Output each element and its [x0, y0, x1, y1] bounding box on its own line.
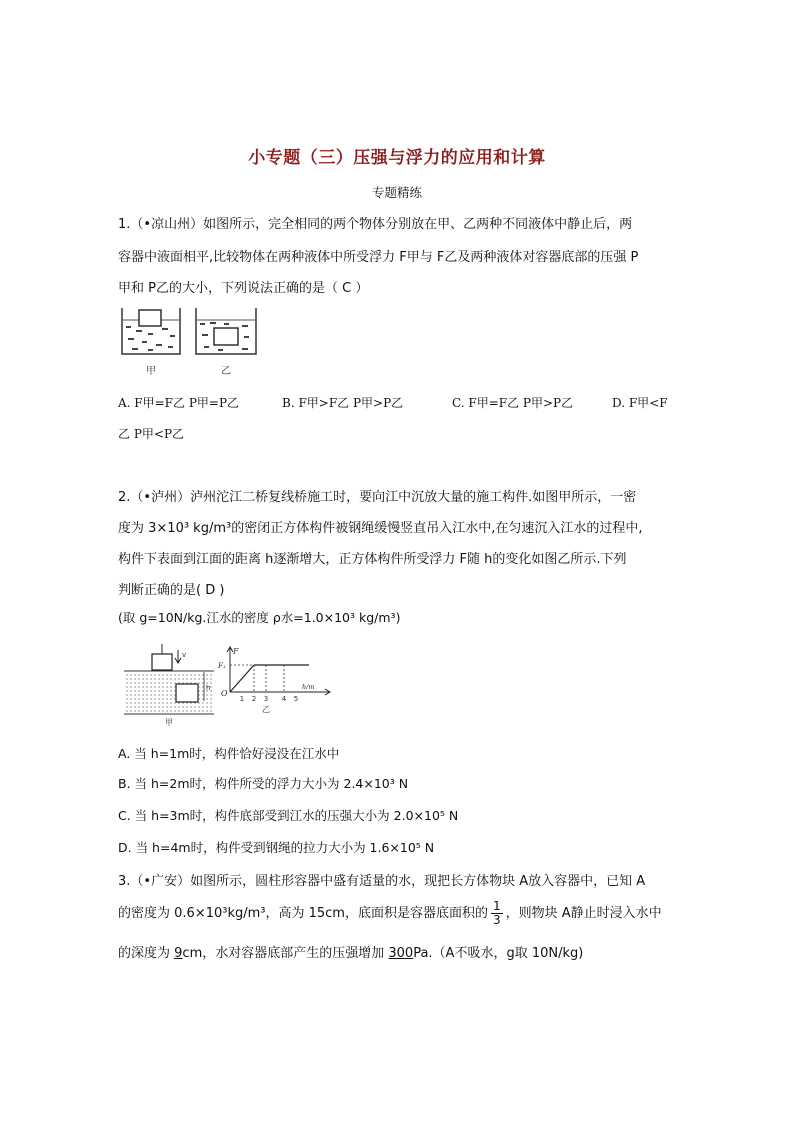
- q2-axis-y-label: F: [233, 647, 239, 656]
- svg-text:v: v: [182, 651, 187, 659]
- q1-fig-label-yi: 乙: [221, 366, 231, 377]
- q2-origin-label: O: [221, 689, 228, 698]
- q2-tick-3: 3: [263, 695, 269, 703]
- q3-line-3-end: Pa.（A不吸水，g取 10N/kg): [413, 946, 584, 961]
- q2-option-a: A. 当 h=1m时，构件恰好浸没在江水中: [118, 746, 340, 761]
- q2-fig-yi-graph: [217, 647, 330, 714]
- q2-option-c: C. 当 h=3m时，构件底部受到江水的压强大小为 2.0×10⁵ N: [118, 808, 459, 823]
- q1-fig-label-jia: 甲: [146, 366, 156, 377]
- q1-option-d-cont: 乙 P甲<P乙: [118, 427, 185, 441]
- container-yi: [196, 308, 256, 354]
- q2-line-5: (取 g=10N/kg.江水的密度 ρ水=1.0×10³ kg/m³): [118, 610, 401, 625]
- q3-line-3-start: 的深度为: [118, 946, 175, 961]
- q2-tick-1: 1: [239, 695, 245, 703]
- q3-line-2: [118, 900, 688, 927]
- q2-line-3: 构件下表面到江面的距离 h逐渐增大，正方体构件所受浮力 F随 h的变化如图乙所示.下列: [118, 552, 627, 567]
- q3-line-3-mid: cm，水对容器底部产生的压强增加: [182, 946, 389, 961]
- q2-line-1: 2.（•泸州）泸州沱江二桥复线桥施工时，要向江中沉放大量的施工构件.如图甲所示，一密: [118, 490, 637, 505]
- q2-tick-5: 5: [293, 695, 299, 703]
- q2-tick-2: 2: [251, 695, 257, 703]
- q2-line-4: 判断正确的是( D ): [118, 583, 225, 598]
- q2-tick-4: 4: [281, 695, 287, 703]
- q2-option-b: B. 当 h=2m时，构件所受的浮力大小为 2.4×10³ N: [118, 776, 409, 791]
- q3-answer-depth: 9: [174, 946, 183, 961]
- q3-line-2-end: ，则物块 A静止时浸入水中: [505, 906, 662, 921]
- q2-line-2: 度为 3×10³ kg/m³的密闭正方体构件被钢绳缓慢竖直吊入江水中,在匀速沉入江水的过程中,: [118, 521, 643, 536]
- q2-f1-label: F₁: [218, 662, 226, 670]
- q2-axis-x-label: h/m: [302, 683, 315, 691]
- q3-line-1: 3.（•广安）如图所示，圆柱形容器中盛有适量的水，现把长方体物块 A放入容器中，已知 A: [118, 874, 646, 889]
- q2-option-d: D. 当 h=4m时，构件受到钢绳的拉力大小为 1.6×10⁵ N: [118, 840, 435, 855]
- q2-figure: [124, 644, 334, 728]
- container-jia: [122, 308, 180, 354]
- q2-fig-yi-label: 乙: [262, 705, 270, 714]
- q3-fraction-denominator: 3: [492, 913, 501, 927]
- q2-fig-jia-label: 甲: [165, 718, 173, 727]
- q2-fig-jia: [124, 644, 214, 727]
- q3-fraction: [491, 900, 503, 927]
- q1-line-2: 容器中液面相平,比较物体在两种液体中所受浮力 F甲与 F乙及两种液体对容器底部的压强 P: [118, 250, 639, 265]
- page-title: 小专题（三）压强与浮力的应用和计算: [248, 148, 546, 168]
- section-subtitle: 专题精练: [371, 185, 422, 200]
- q1-option-a: A. F甲=F乙 P甲=P乙: [118, 396, 240, 410]
- q1-option-b: B. F甲>F乙 P甲>P乙: [282, 396, 404, 410]
- q3-answer-pressure: 300: [388, 946, 414, 961]
- q1-line-1: 1.（•凉山州）如图所示，完全相同的两个物体分别放在甲、乙两种不同液体中静止后，两: [118, 217, 633, 232]
- q3-line-3: [118, 942, 688, 961]
- q3-fraction-numerator: 1: [492, 899, 501, 913]
- q1-option-d: D. F甲<F: [612, 396, 668, 410]
- q1-option-c: C. F甲=F乙 P甲>P乙: [452, 396, 574, 410]
- svg-text:h: h: [206, 684, 211, 692]
- q1-line-3: 甲和 P乙的大小，下列说法正确的是（ C ）: [118, 281, 369, 296]
- q1-containers-figure: [118, 306, 266, 384]
- q3-line-2-start: 的密度为 0.6×10³kg/m³，高为 15cm，底面积是容器底面积的: [118, 906, 488, 921]
